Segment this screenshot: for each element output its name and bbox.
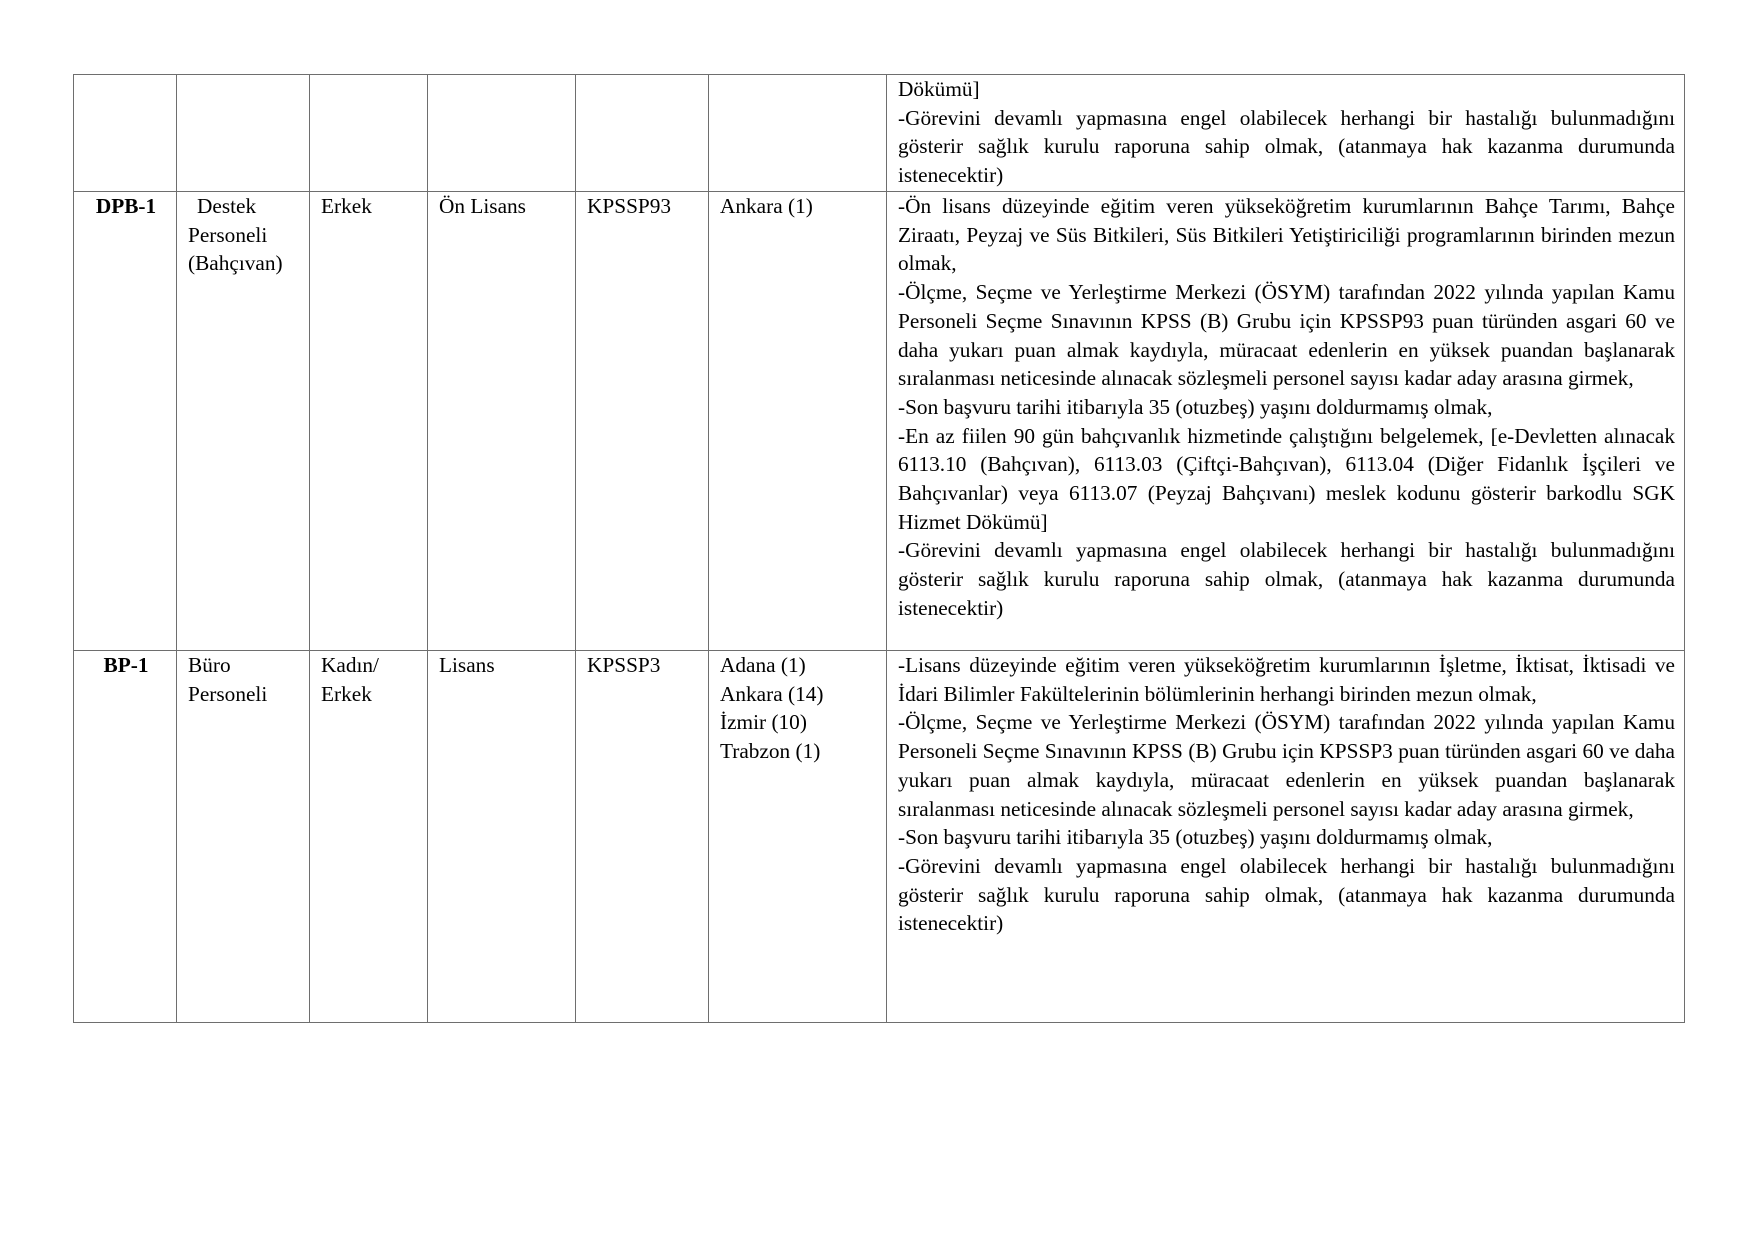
position-title-line: Büro: [188, 653, 231, 677]
requirement-item: -Son başvuru tarihi itibarıyla 35 (otuzbeş) yaşını doldurmamış olmak,: [898, 394, 1493, 419]
gender-cell: [310, 75, 428, 192]
positions-table: [73, 74, 1685, 1023]
location-item: Ankara (14): [720, 681, 824, 706]
location-item: Trabzon (1): [720, 739, 821, 764]
score-type: KPSSP93: [587, 194, 672, 218]
requirements-cell: [887, 192, 1685, 651]
table-row-dpb-1: [74, 192, 1685, 651]
location-item: İzmir (10): [720, 710, 807, 735]
requirement-item: -Son başvuru tarihi itibarıyla 35 (otuzbeş) yaşını doldurmamış olmak,: [898, 825, 1493, 850]
locations-cell: [709, 192, 887, 651]
score-type: KPSSP3: [587, 653, 661, 677]
requirement-item: Dökümü]: [898, 77, 980, 101]
requirement-item: -Görevini devamlı yapmasına engel olabilecek herhangi bir hastalığı bulunmadığını gösterir sağlık kurulu raporuna sahip olmak, (atanmaya hak kazanma durumunda istenecektir): [898, 105, 1675, 188]
requirement-item: -Lisans düzeyinde eğitim veren yükseköğretim kurumlarının İşletme, İktisat, İktisadi ve İdari Bilimler Fakültelerinin bölümlerinin herhangi birinden mezun olmak,: [898, 653, 1675, 706]
requirement-item: -Görevini devamlı yapmasına engel olabilecek herhangi bir hastalığı bulunmadığını gösterir sağlık kurulu raporuna sahip olmak, (atanmaya hak kazanma durumunda istenecektir): [898, 853, 1675, 936]
gender-line: Kadın/: [321, 653, 379, 677]
location-item: Ankara (1): [720, 194, 813, 218]
position-code-cell: [74, 75, 177, 192]
education-cell: [428, 651, 576, 1023]
position-title-line: Personeli: [188, 222, 268, 247]
education-level: Ön Lisans: [439, 194, 526, 218]
position-code-cell: [74, 651, 177, 1023]
table-row-continuation: [74, 75, 1685, 192]
education-cell: [428, 192, 576, 651]
position-code: DPB-1: [95, 194, 157, 218]
education-cell: [428, 75, 576, 192]
score-type-cell: [576, 75, 709, 192]
position-title-line: (Bahçıvan): [188, 251, 283, 276]
requirements-cell: [887, 651, 1685, 1023]
requirement-item: -Ön lisans düzeyinde eğitim veren yükseköğretim kurumlarının Bahçe Tarımı, Bahçe Ziraatı, Peyzaj ve Süs Bitkileri, Süs Bitkileri Yetiştiriciliği programlarının birinden mezun olmak,: [898, 194, 1675, 276]
position-title-line: Personeli: [188, 681, 268, 706]
position-title-cell: [177, 651, 310, 1023]
score-type-cell: [576, 192, 709, 651]
requirement-item: -Görevini devamlı yapmasına engel olabilecek herhangi bir hastalığı bulunmadığını gösterir sağlık kurulu raporuna sahip olmak, (atanmaya hak kazanma durumunda istenecektir): [898, 538, 1675, 620]
gender-cell: [310, 651, 428, 1023]
requirement-item: -Ölçme, Seçme ve Yerleştirme Merkezi (ÖSYM) tarafından 2022 yılında yapılan Kamu Personeli Seçme Sınavının KPSS (B) Grubu için KPSSP3 puan türünden asgari 60 ve daha yukarı puan almak kaydıyla, müracaat edenlerin en yüksek puandan başlanarak sıralanması neticesinde alınacak sözleşmeli personel sayısı kadar aday arasına girmek,: [898, 710, 1675, 821]
score-type-cell: [576, 651, 709, 1023]
requirement-item: -Ölçme, Seçme ve Yerleştirme Merkezi (ÖSYM) tarafından 2022 yılında yapılan Kamu Personeli Seçme Sınavının KPSS (B) Grubu için KPSSP93 puan türünden asgari 60 ve daha yukarı puan almak kaydıyla, müracaat edenlerin en yüksek puandan başlanarak sıralanması neticesinde alınacak sözleşmeli personel sayısı kadar aday arasına girmek,: [898, 280, 1675, 391]
locations-cell: [709, 75, 887, 192]
gender-line: Erkek: [321, 681, 372, 706]
education-level: Lisans: [439, 653, 495, 677]
requirement-item: -En az fiilen 90 gün bahçıvanlık hizmetinde çalıştığını belgelemek, [e-Devletten alınacak 6113.10 (Bahçıvan), 6113.03 (Çiftçi-Bahçıvan), 6113.04 (Diğer Fidanlık İşçileri ve Bahçıvanlar) veya 6113.07 (Peyzaj Bahçıvanı) meslek kodunu gösterir barkodlu SGK Hizmet Dökümü]: [898, 423, 1675, 534]
position-code: BP-1: [103, 653, 149, 677]
gender-line: Erkek: [321, 194, 372, 218]
requirements-cell: [887, 75, 1685, 192]
position-title-cell: [177, 192, 310, 651]
position-code-cell: [74, 192, 177, 651]
location-item: Adana (1): [720, 653, 806, 677]
position-title-cell: [177, 75, 310, 192]
gender-cell: [310, 192, 428, 651]
locations-cell: [709, 651, 887, 1023]
table-row-bp-1: [74, 651, 1685, 1023]
position-title-line: Destek: [197, 194, 257, 218]
